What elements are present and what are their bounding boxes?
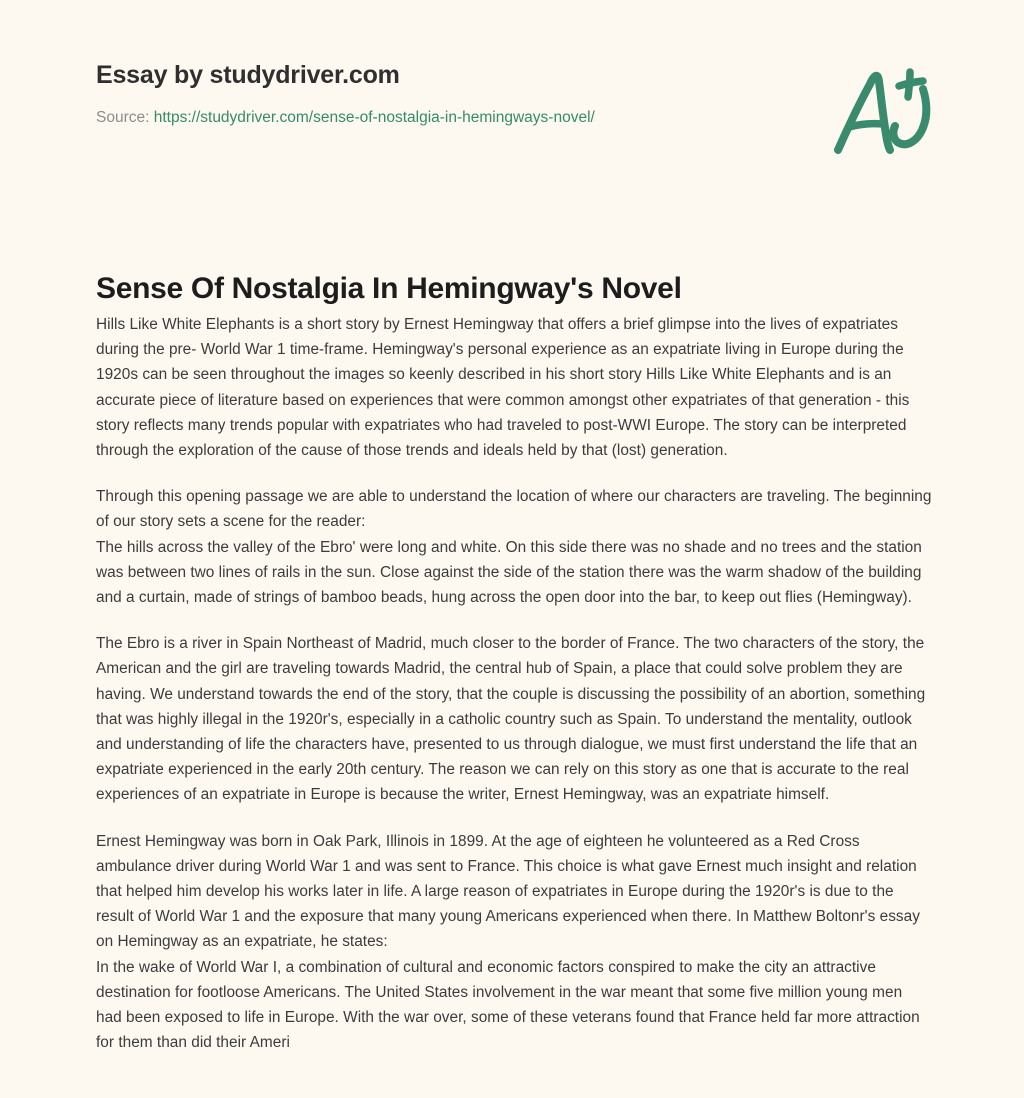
paragraph: Hills Like White Elephants is a short story by Ernest Hemingway that offers a brief glimpse into the lives of expatriates during the pre- World War 1 time-frame. Hemingway's personal experience as an expatriate living in Europe during the 1920s can be seen throughout the images so keenly described in his short story Hills Like White Elephants and is an accurate piece of literature based on experiences that were common amongst other expatriates of that generation - this story reflects many trends popular with expatriates who had traveled to post-WWI Europe. The story can be interpreted through the exploration of the cause of those trends and ideals held by that (lost) generation.	[96, 316, 910, 460]
page-title: Sense Of Nostalgia In Hemingway's Novel	[96, 272, 682, 306]
source-line	[96, 108, 928, 128]
source-url-link[interactable]: https://studydriver.com/sense-of-nostalgia-in-hemingways-novel/	[153, 109, 595, 126]
paragraph: Ernest Hemingway was born in Oak Park, Illinois in 1899. At the age of eighteen he volunteered as a Red Cross ambulance driver during World War 1 and was sent to France. This choice is what gave Ernest much insight and relation that helped him develop his works later in life. A large reason of expatriates in Europe during the 1920r's is due to the result of World War 1 and the exposure that many young Americans experienced when there. In Matthew Boltonr's essay on Hemingway as an expatriate, he states:	[96, 832, 920, 951]
paragraph: The Ebro is a river in Spain Northeast of Madrid, much closer to the border of France. The two characters of the story, the American and the girl are traveling towards Madrid, the central hub of Spain, a place that could solve problem they are having. We understand towards the end of the story, that the couple is discussing the possibility of an abortion, something that was highly illegal in the 1920r's, especially in a catholic country such as Spain. To understand the mentality, outlook and understanding of life the characters have, presented to us through dialogue, we must first understand the life that an expatriate experienced in the early 20th century. The reason we can rely on this story as one that is accurate to the real experiences of an expatriate in Europe is because the writer, Ernest Hemingway, was an expatriate himself.	[96, 635, 926, 804]
page-header	[96, 60, 928, 180]
paragraph: Through this opening passage we are able to understand the location of where our characters are traveling. The beginning of our story sets a scene for the reader:	[96, 488, 932, 531]
paragraph-quote: In the wake of World War I, a combination of cultural and economic factors conspired to make the city an attractive destination for footloose Americans. The United States involvement in the war meant that some five million young men had been exposed to life in Europe. With the war over, some of these veterans found that France held far more attraction for them than did their Ameri	[96, 958, 920, 1052]
essay-body	[96, 312, 932, 1055]
paragraph-quote: The hills across the valley of the Ebro' were long and white. On this side there was no shade and no trees and the station was between two lines of rails in the sun. Close against the side of the station there was the warm shadow of the building and a curtain, made of strings of bamboo beads, hung across the open door into the bar, to keep out flies (Hemingway).	[96, 538, 922, 607]
source-label: Source:	[96, 109, 150, 126]
a-plus-logo-icon	[826, 58, 946, 178]
brand-title: Essay by studydriver.com	[96, 61, 400, 89]
